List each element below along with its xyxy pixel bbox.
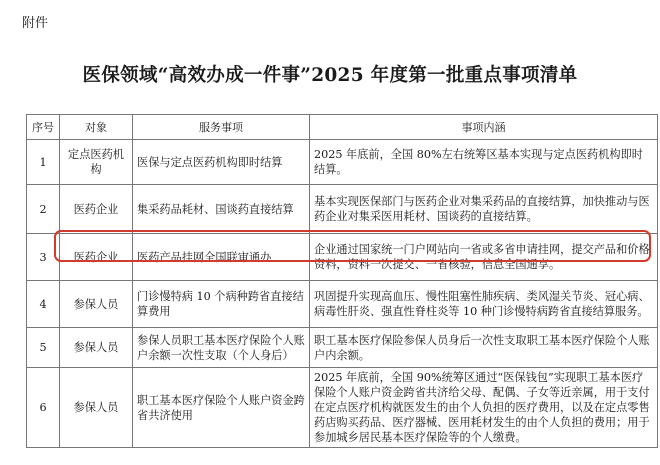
- row-number: 3: [27, 234, 60, 281]
- table-row: [27, 140, 658, 185]
- row-number: 2: [27, 185, 60, 234]
- row-target: 参保人员: [60, 281, 133, 328]
- row-number: 1: [27, 140, 60, 185]
- row-service: 职工基本医疗保险个人账户资金跨省共济使用: [133, 368, 310, 448]
- row-service: 集采药品耗材、国谈药直接结算: [133, 185, 310, 234]
- table-row: [27, 281, 658, 328]
- row-target: 定点医药机构: [60, 140, 133, 185]
- row-service: 医保与定点医药机构即时结算: [133, 140, 310, 185]
- row-number: 6: [27, 368, 60, 448]
- row-number: 5: [27, 328, 60, 368]
- row-target: 医药企业: [60, 234, 133, 281]
- table-row-highlighted: [27, 234, 658, 281]
- attachment-label: 附件: [22, 16, 49, 31]
- row-content: 职工基本医疗保险参保人员身后一次性支取职工基本医疗保险个人账户内余额。: [310, 328, 658, 368]
- column-header-target: 对象: [60, 115, 133, 140]
- table-row: [27, 185, 658, 234]
- document-title: 医保领域“高效办成一件事”2025 年度第一批重点事项清单: [82, 65, 578, 86]
- row-target: 参保人员: [60, 328, 133, 368]
- table-header-row: [27, 115, 658, 140]
- row-service: 参保人员职工基本医疗保险个人账户余额一次性支取（个人身后）: [133, 328, 310, 368]
- row-content: 2025 年底前，全国 80%左右统筹区基本实现与定点医药机构即时结算。: [310, 140, 658, 185]
- table-row: [27, 328, 658, 368]
- table-row: [27, 368, 658, 448]
- column-header-content: 事项内涵: [310, 115, 658, 140]
- row-number: 4: [27, 281, 60, 328]
- row-content: 企业通过国家统一门户网站向一省或多省申请挂网，提交产品和价格资料，资料一次提交、一省核验，信息全国通享。: [310, 234, 658, 281]
- row-service: 医药产品挂网全国联审通办: [133, 234, 310, 281]
- row-target: 医药企业: [60, 185, 133, 234]
- key-items-table: [26, 114, 658, 448]
- row-content: 2025 年底前，全国 90%统筹区通过“医保钱包”实现职工基本医疗保险个人账户资金跨省共济给父母、配偶、子女等近亲属，用于支付在定点医疗机构就医发生的由个人负担的医疗费用，以及在定点零售药店购买药品、医疗器械、医用耗材发生的由个人负担的费用；用于参加城乡居民基本医疗保险等的个人缴费。: [310, 368, 658, 448]
- row-content: 巩固提升实现高血压、慢性阻塞性肺疾病、类风湿关节炎、冠心病、病毒性肝炎、强直性脊柱炎等 10 种门诊慢特病跨省直接结算服务。: [310, 281, 658, 328]
- row-target: 参保人员: [60, 368, 133, 448]
- column-header-service: 服务事项: [133, 115, 310, 140]
- row-content: 基本实现医保部门与医药企业对集采药品的直接结算，加快推动与医药企业对集采医用耗材、国谈药的直接结算。: [310, 185, 658, 234]
- column-header-no: 序号: [27, 115, 60, 140]
- row-service: 门诊慢特病 10 个病种跨省直接结算费用: [133, 281, 310, 328]
